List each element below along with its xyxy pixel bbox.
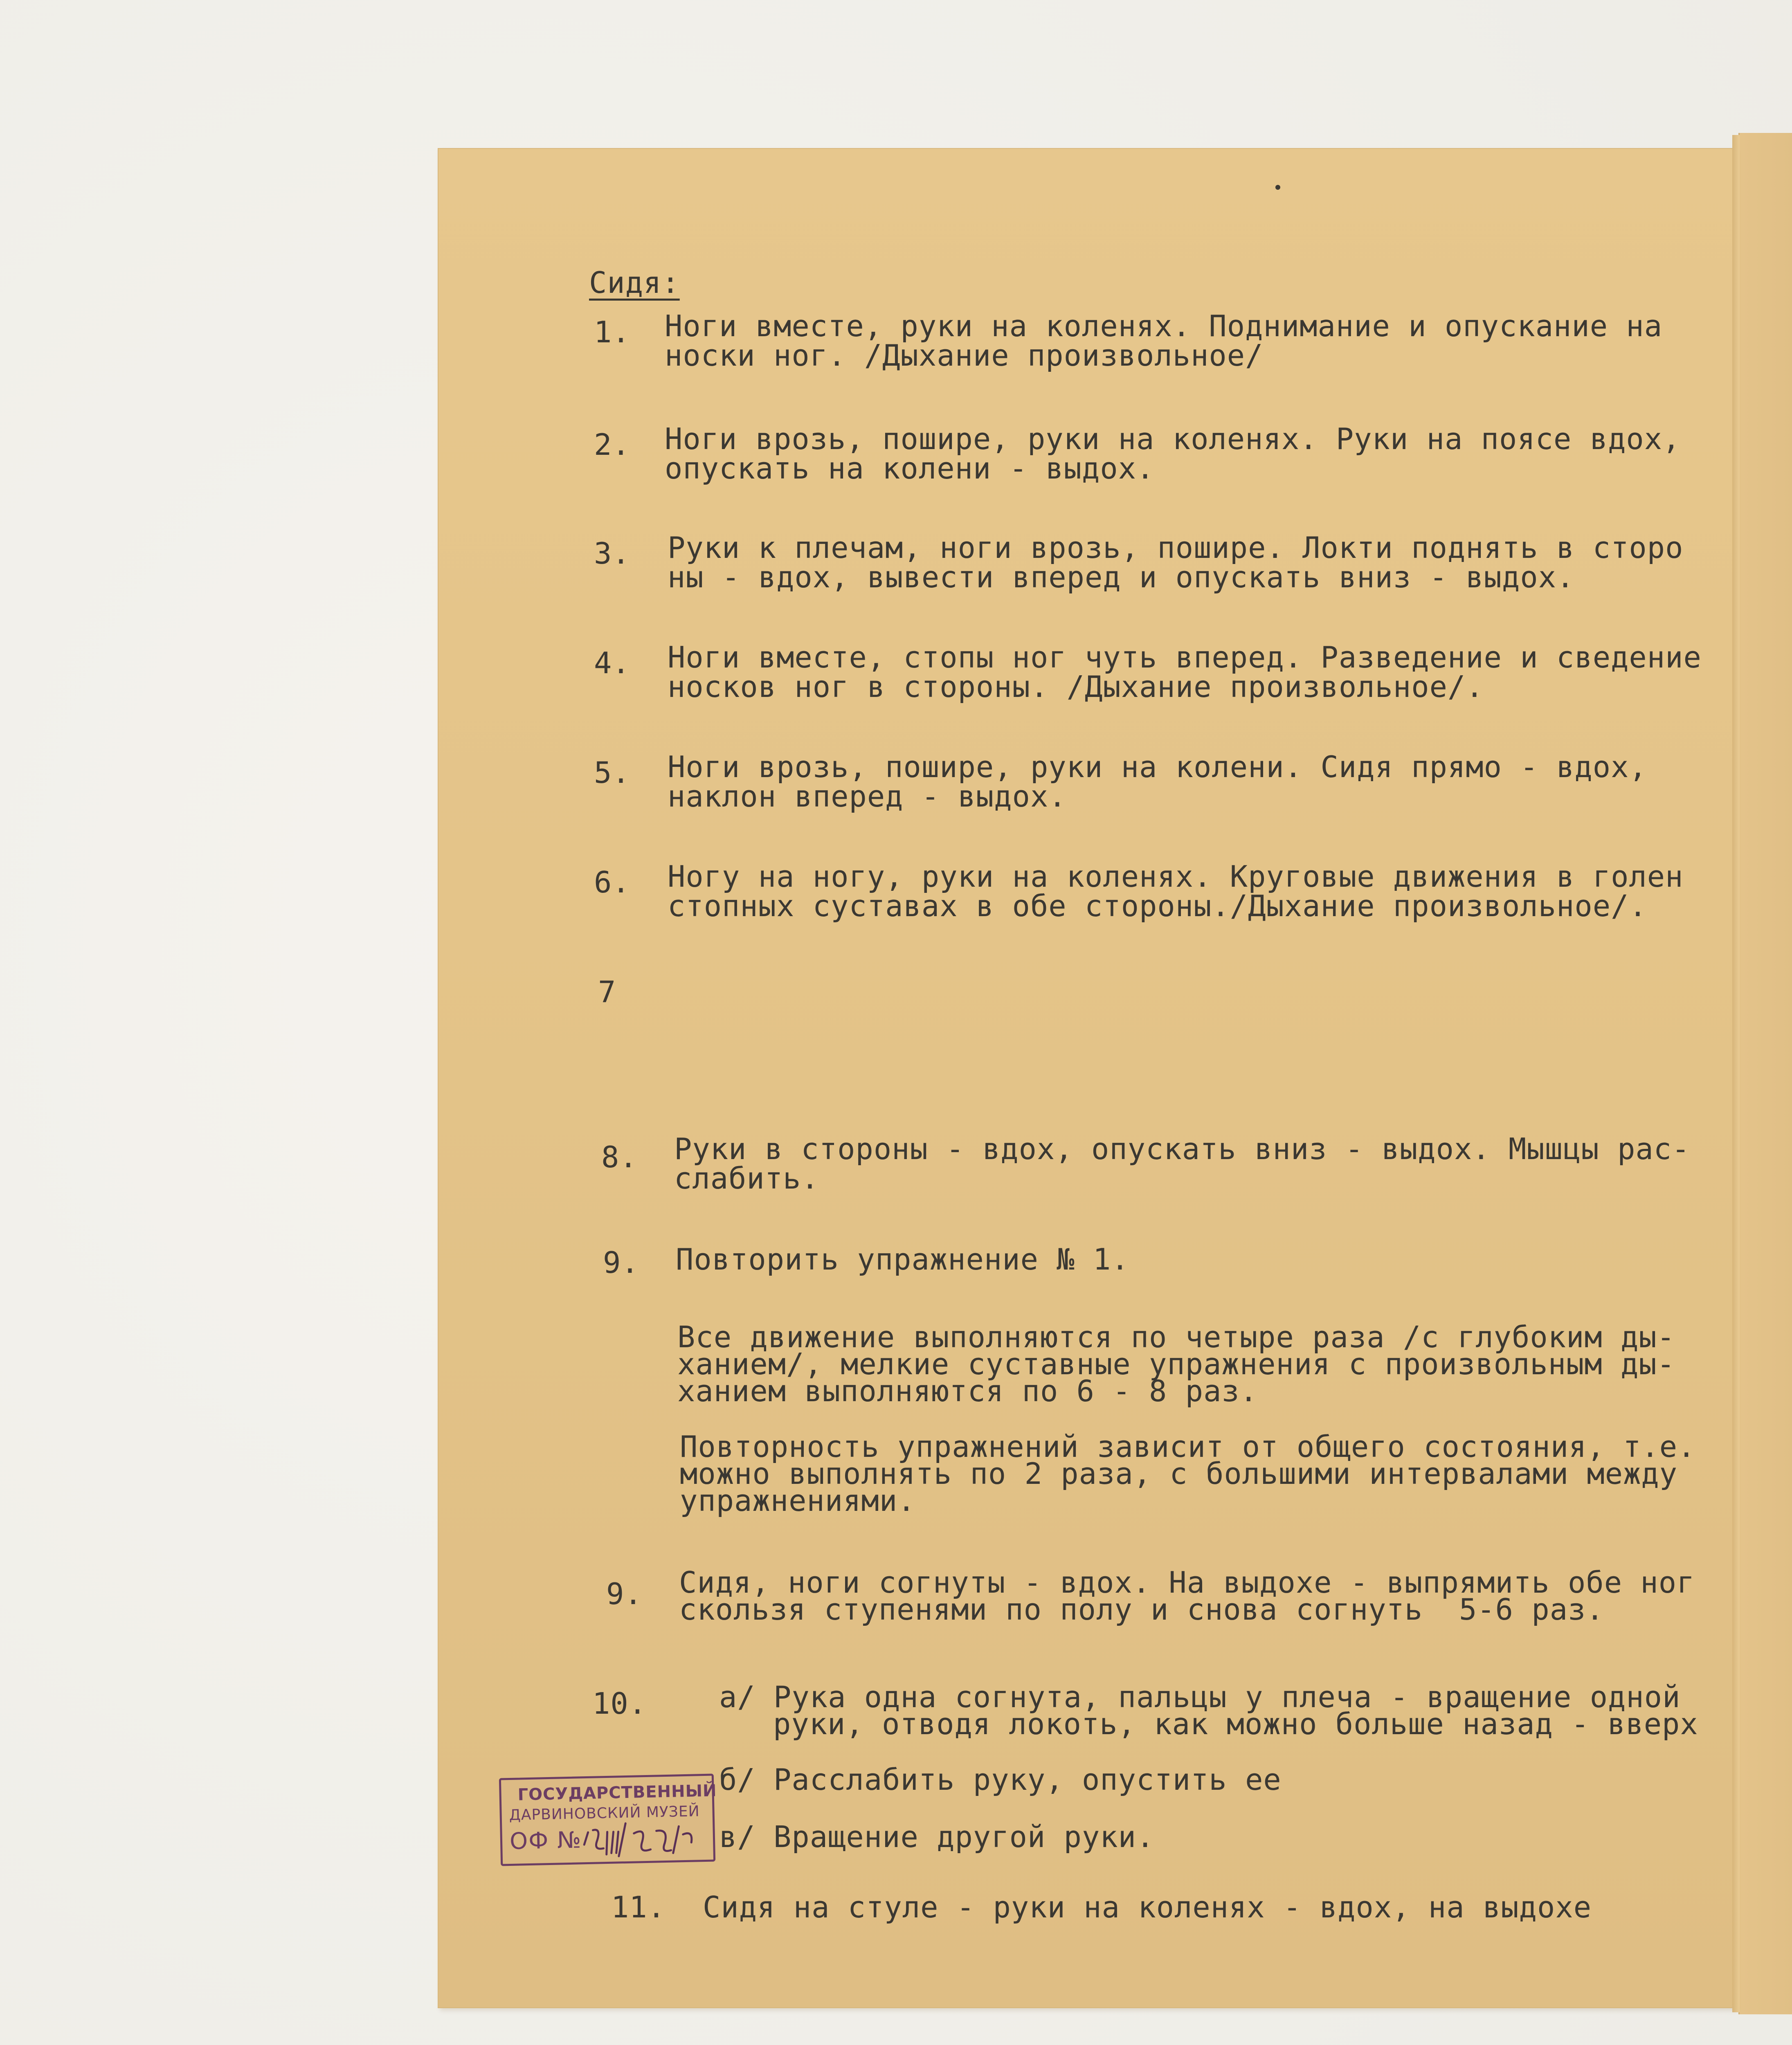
ink-speck: [1275, 185, 1280, 190]
stamp-line: ОФ №: [509, 1827, 582, 1855]
stamp-line: ГОСУДАРСТВЕННЫЙ: [517, 1781, 717, 1805]
item-line: Ноги врозь, пошире, руки на колени. Сидя прямо - вдох,: [668, 750, 1647, 784]
item-number: 10.: [592, 1686, 647, 1721]
section-heading: Сидя:: [589, 265, 680, 300]
subitem-line: б/ Расслабить руку, опустить ее: [719, 1762, 1282, 1797]
note-line: ханием/, мелкие суставные упражнения с произвольным ды-: [677, 1347, 1675, 1381]
item-line: Руки в стороны - вдох, опускать вниз - выдох. Мышцы рас-: [674, 1132, 1690, 1166]
item-line: скользя ступенями по полу и снова согнуть 5-6 раз.: [679, 1592, 1604, 1627]
subitem-line: а/ Рука одна согнута, пальцы у плеча - вращение одной: [719, 1680, 1681, 1714]
museum-stamp: [499, 1774, 715, 1866]
item-number: 6.: [594, 865, 630, 899]
item-line: носки ног. /Дыхание произвольное/: [665, 338, 1264, 373]
item-line: слабить.: [674, 1161, 819, 1196]
item-line: ны - вдох, вывести вперед и опускать вниз - выдох.: [668, 560, 1575, 594]
item-line: стопных суставах в обе стороны./Дыхание произвольное/.: [668, 889, 1647, 923]
page-fold: [1732, 135, 1740, 2012]
item-number: 1.: [594, 315, 630, 349]
item-number: 9.: [606, 1577, 643, 1611]
item-line: Ноги врозь, пошире, руки на коленях. Руки на поясе вдох,: [665, 422, 1681, 456]
stamp-line: ДАРВИНОВСКИЙ МУЗЕЙ: [509, 1803, 700, 1824]
item-line: Ногу на ногу, руки на коленях. Круговые движения в голен: [668, 859, 1684, 894]
subitem-line: в/ Вращение другой руки.: [719, 1820, 1155, 1854]
item-number: 7: [598, 975, 616, 1009]
item-number: 11.: [611, 1890, 666, 1924]
item-line: Ноги вместе, руки на коленях. Поднимание и опускание на: [665, 309, 1663, 343]
note-line: Все движение выполняются по четыре раза /с глубоким ды-: [677, 1320, 1675, 1354]
item-number: 3.: [594, 536, 630, 571]
item-line: Ноги вместе, стопы ног чуть вперед. Разведение и сведение: [668, 640, 1702, 674]
item-number: 8.: [601, 1140, 638, 1174]
note-line: ханием выполняются по 6 - 8 раз.: [677, 1374, 1258, 1408]
note-line: упражнениями.: [680, 1483, 916, 1518]
subitem-line: руки, отводя локоть, как можно больше назад - вверх: [773, 1707, 1698, 1741]
item-line: наклон вперед - выдох.: [668, 779, 1067, 814]
stamp-handwritten-number: [580, 1813, 716, 1861]
item-number: 4.: [594, 646, 630, 680]
item-line: опускать на колени - выдох.: [665, 451, 1155, 485]
item-number: 9.: [603, 1245, 639, 1280]
item-line: носков ног в стороны. /Дыхание произвольное/.: [668, 670, 1484, 704]
item-line: Повторить упражнение № 1.: [676, 1242, 1129, 1276]
item-number: 5.: [594, 755, 630, 790]
item-line: Сидя на стуле - руки на коленях - вдох, на выдохе: [703, 1890, 1592, 1924]
item-line: Сидя, ноги согнуты - вдох. На выдохе - выпрямить обе ног: [679, 1565, 1695, 1600]
note-line: можно выполнять по 2 раза, с большими интервалами между: [680, 1456, 1678, 1491]
item-line: Руки к плечам, ноги врозь, пошире. Локти поднять в сторо: [668, 530, 1684, 565]
note-line: Повторность упражнений зависит от общего состояния, т.е.: [680, 1429, 1696, 1464]
next-page-edge: [1738, 133, 1792, 2014]
item-number: 2.: [594, 427, 630, 462]
